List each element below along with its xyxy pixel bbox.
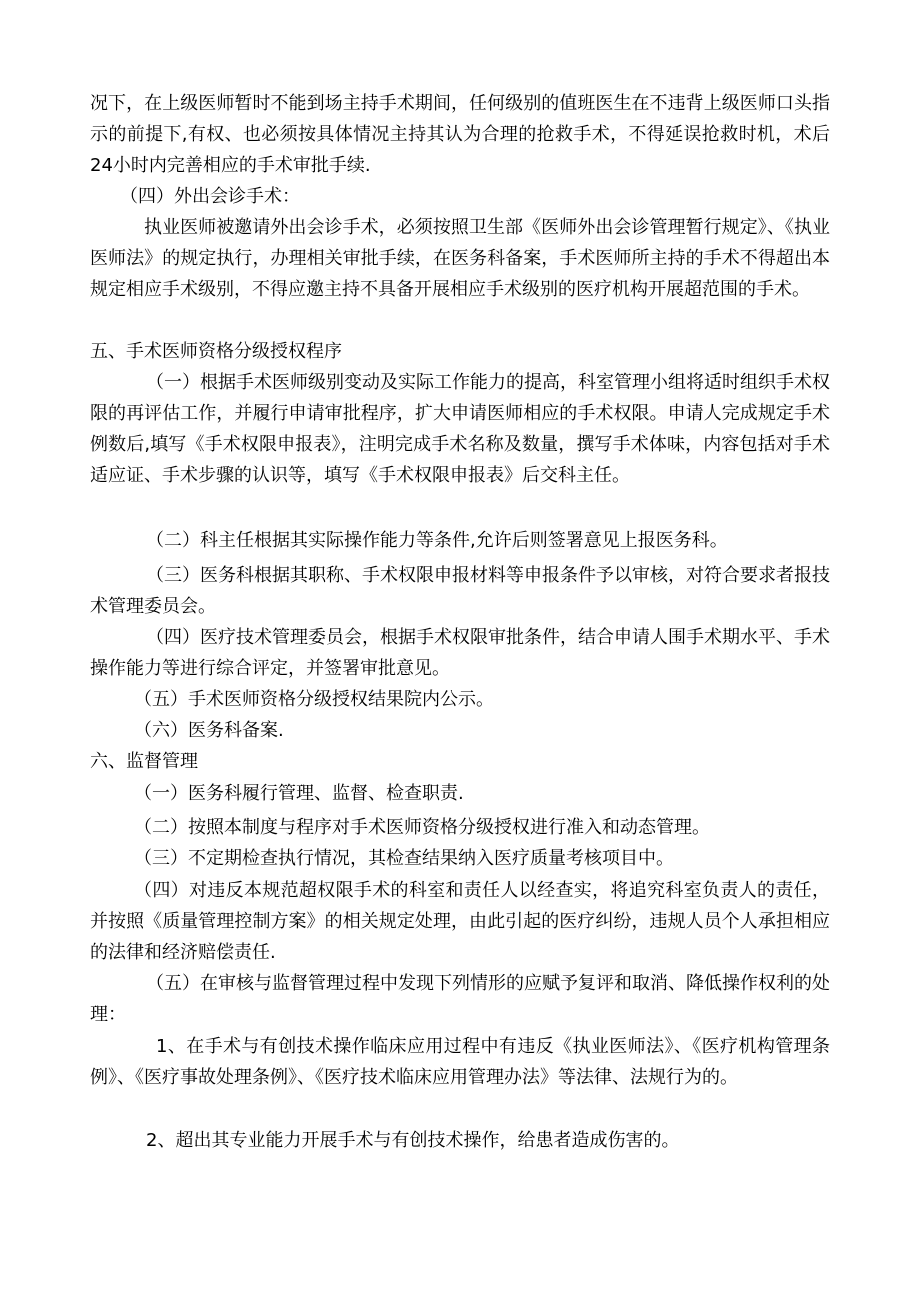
paragraph-authorization-step-1: （一）根据手术医师级别变动及实际工作能力的提高，科室管理小组将适时组织手术权限的再评估工作，并履行申请审批程序，扩大申请医师相应的手术权限。申请人完成规定手术例数后,填写《手术权限申报表》，注明完成手术名称及数量，撰写手术体味，内容包括对手术适应证、手术步骤的认识等，填写《手术权限申报表》后交科主任。 bbox=[90, 372, 830, 486]
paragraph-supervision-item-3: （三）不定期检查执行情况，其检查结果纳入医疗质量考核项目中。 bbox=[134, 848, 674, 869]
paragraph-authorization-step-3: （三）医务科根据其职称、手术权限申报材料等申报条件予以审核，对符合要求者报技术管理委员会。 bbox=[90, 565, 830, 617]
paragraph-violation-case-1: 1、在手术与有创技术操作临床应用过程中有违反《执业医师法》、《医疗机构管理条例》、《医疗事故处理条例》、《医疗技术临床应用管理办法》等法律、法规行为的。 bbox=[90, 1036, 830, 1088]
paragraph-authorization-step-2: （二）科主任根据其实际操作能力等条件,允许后则签署意见上报医务科。 bbox=[146, 530, 728, 551]
paragraph-authorization-step-4: （四）医疗技术管理委员会，根据手术权限审批条件，结合申请人围手术期水平、手术操作能力等进行综合评定，并签署审批意见。 bbox=[90, 627, 830, 679]
paragraph-supervision-item-4: （四）对违反本规范超权限手术的科室和责任人以经查实，将追究科室负责人的责任，并按照《质量管理控制方案》的相关规定处理，由此引起的医疗纠纷，违规人员个人承担相应的法律和经济赔偿责任. bbox=[90, 880, 830, 963]
heading-outside-consultation-surgery: （四）外出会诊手术： bbox=[120, 186, 300, 207]
paragraph-supervision-item-2: （二）按照本制度与程序对手术医师资格分级授权进行准入和动态管理。 bbox=[134, 817, 710, 838]
paragraph-emergency-surgery-continuation: 况下，在上级医师暂时不能到场主持手术期间，任何级别的值班医生在不违背上级医师口头指示的前提下,有权、也必须按具体情况主持其认为合理的抢救手术，不得延误抢救时机，术后24小时内完善相应的手术审批手续. bbox=[90, 93, 830, 176]
paragraph-outside-consultation-rules: 执业医师被邀请外出会诊手术，必须按照卫生部《医师外出会诊管理暂行规定》、《执业医师法》的规定执行，办理相关审批手续，在医务科备案，手术医师所主持的手术不得超出本规定相应手术级别，不得应邀主持不具备开展相应手术级别的医疗机构开展超范围的手术。 bbox=[90, 217, 830, 300]
paragraph-supervision-item-1: （一）医务科履行管理、监督、检查职责. bbox=[134, 783, 464, 804]
section-heading-authorization-procedure: 五、手术医师资格分级授权程序 bbox=[90, 341, 342, 362]
paragraph-violation-case-2: 2、超出其专业能力开展手术与有创技术操作，给患者造成伤害的。 bbox=[146, 1130, 680, 1151]
paragraph-authorization-step-5: （五）手术医师资格分级授权结果院内公示。 bbox=[134, 689, 494, 710]
paragraph-authorization-step-6: （六）医务科备案. bbox=[134, 720, 284, 741]
paragraph-supervision-item-5: （五）在审核与监督管理过程中发现下列情形的应赋予复评和取消、降低操作权利的处理： bbox=[90, 973, 830, 1025]
section-heading-supervision: 六、监督管理 bbox=[90, 751, 198, 772]
